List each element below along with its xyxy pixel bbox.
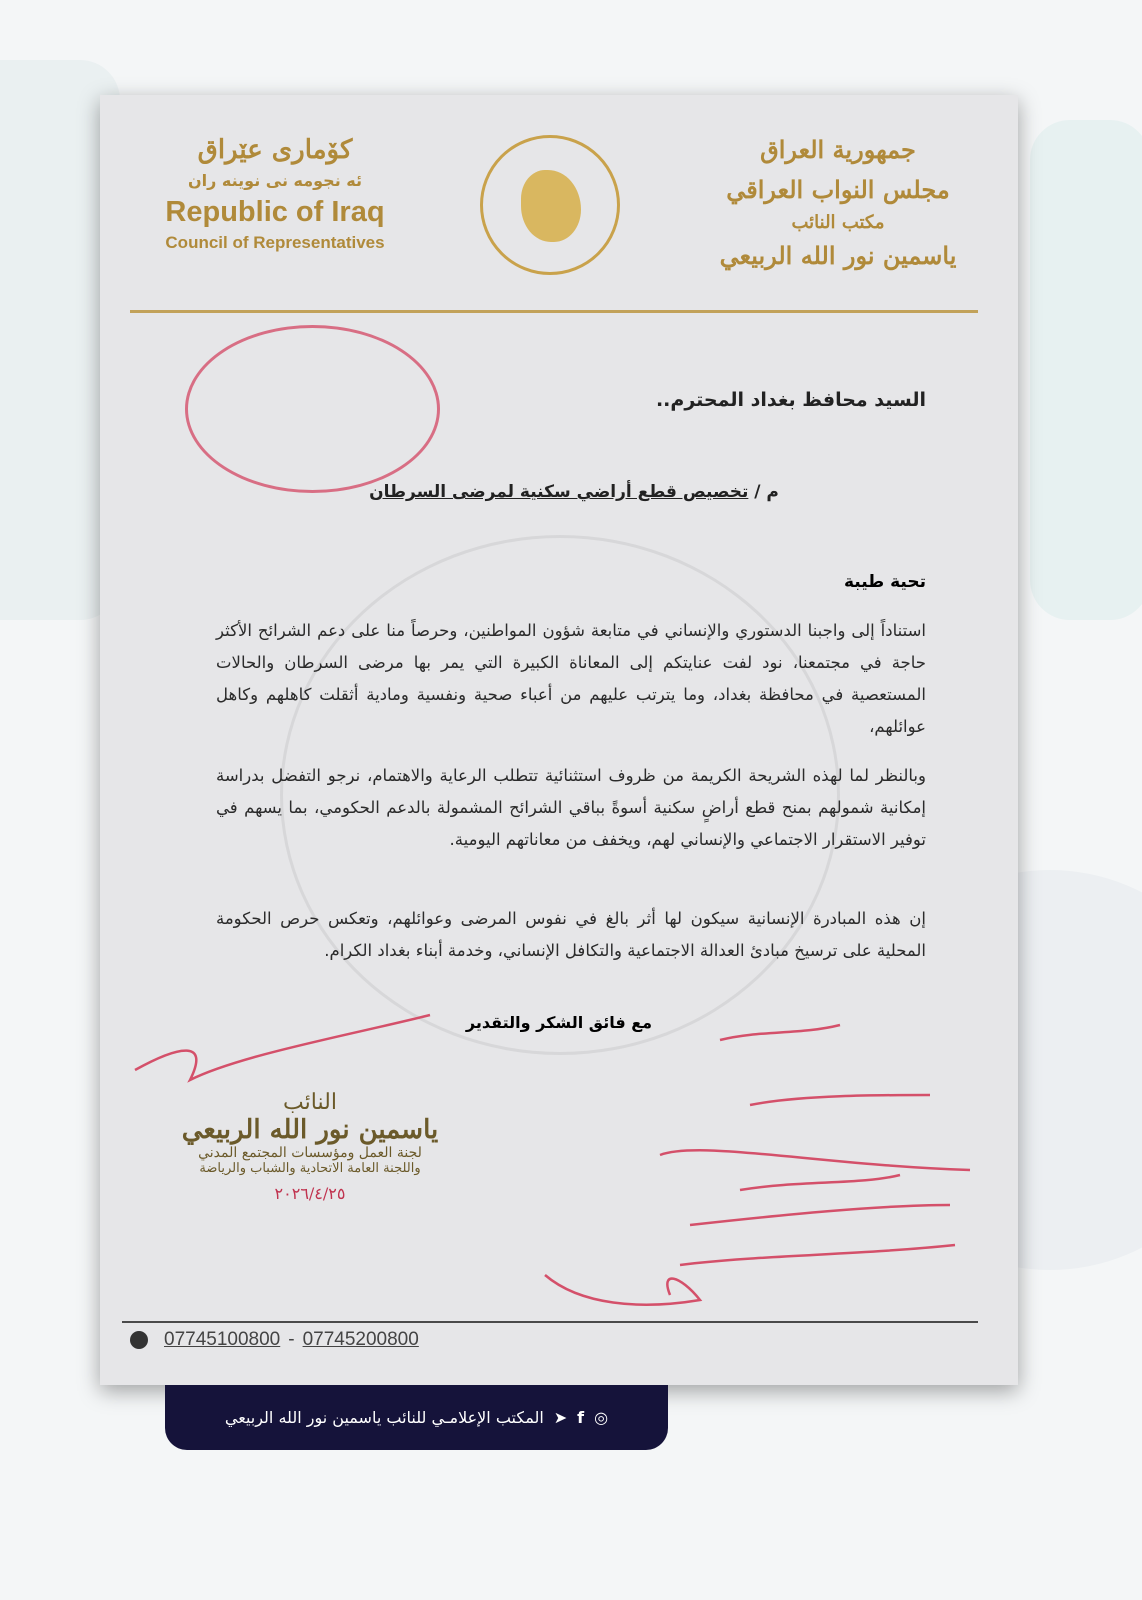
background-decoration — [1030, 120, 1142, 620]
paragraph-2: وبالنظر لما لهذه الشريحة الكريمة من ظروف استثنائية تتطلب الرعاية والاهتمام، نرجو التفضل بدراسة إمكانية شمولهم بمنح قطع أراضٍ سكنية أسوةً بباقي الشرائح المشمولة بالدعم الحكومي، بما يسهم في توفير الاستقرار الاجتماعي والإنساني لهم، ويخفف من معاناتهم اليومية. — [216, 766, 926, 849]
paragraph-3: إن هذه المبادرة الإنسانية سيكون لها أثر بالغ في نفوس المرضى وعوائلهم، وتعكس حرص الحكومة المحلية على ترسيخ مبادئ العدالة الاجتماعية والتكافل الإنساني، وخدمة أبناء بغداد الكرام. — [216, 909, 926, 960]
letterhead-republic: Republic of Iraq — [165, 196, 385, 228]
addressee: السيد محافظ بغداد المحترم.. — [655, 389, 926, 411]
facebook-icon[interactable]: f — [577, 1408, 585, 1427]
note-signature — [545, 1275, 700, 1305]
phone-number[interactable]: 07745200800 — [302, 1329, 419, 1350]
letterhead-line: مجلس النواب العراقي — [726, 175, 950, 204]
subject-text: تخصيص قطع أراضي سكنية لمرضى السرطان — [369, 482, 749, 502]
letterhead-line: مكتب النائب — [791, 212, 885, 233]
greeting: تحية طيبة — [843, 572, 926, 592]
note-stroke — [680, 1175, 955, 1265]
paragraph-1: استناداً إلى واجبنا الدستوري والإنساني في متابعة شؤون المواطنين، وحرصاً منا على دعم الشرائح الأكثر حاجة في مجتمعنا، نود لفت عنايتكم إلى المعاناة الكبيرة التي يمر بها مرضى السرطان والحالات المستعصية في محافظة بغداد، وما يترتب عليهم من أعباء صحية ونفسية ومادية أثقلت كاهلهم وكاهل عوائلهم، — [216, 621, 926, 736]
signature-date: ٢٠٢٦/٤/٢٥ — [274, 1184, 346, 1203]
phone-number[interactable]: 07745100800 — [164, 1329, 281, 1350]
signature-title: النائب — [283, 1090, 337, 1115]
iraq-map-icon — [521, 170, 581, 242]
closing: مع فائق الشكر والتقدير — [465, 1013, 653, 1032]
subject-line — [100, 482, 1018, 502]
office-stamp — [185, 325, 440, 493]
header-divider — [130, 310, 978, 313]
contact-phones — [130, 1329, 419, 1351]
footer-text: المكتب الإعلامـي للنائب ياسمين نور الله الربيعي — [224, 1408, 544, 1427]
signature-committee: واللجنة العامة الاتحادية والشباب والرياضة — [199, 1161, 421, 1176]
letterhead-english — [155, 135, 395, 253]
letterhead-kurdish: کۆماری عێراق — [197, 135, 353, 165]
letterhead-arabic — [718, 130, 958, 276]
footer-divider — [122, 1321, 978, 1323]
signature-block — [170, 1090, 450, 1203]
note-underline — [660, 1150, 970, 1170]
signature-name: ياسمين نور الله الربيعي — [181, 1115, 439, 1145]
media-office-footer — [165, 1385, 668, 1450]
telegram-icon[interactable]: ➤ — [553, 1408, 568, 1427]
signature-committee: لجنة العمل ومؤسسات المجتمع المدني — [198, 1145, 422, 1161]
phone-separator: - — [288, 1329, 295, 1350]
parliament-emblem — [480, 135, 620, 275]
letterhead-council: Council of Representatives — [165, 233, 385, 252]
letter-paper — [100, 95, 1018, 1385]
letterhead-kurdish2: ئه نجومه نی نوینه ران — [188, 171, 362, 190]
subject-prefix: م / — [754, 482, 779, 502]
phone-icon — [130, 1331, 148, 1349]
note-stroke — [720, 1025, 930, 1105]
instagram-icon[interactable]: ◎ — [594, 1408, 609, 1427]
letterhead-line: ياسمين نور الله الربيعي — [719, 241, 957, 270]
letterhead-line: جمهورية العراق — [760, 135, 916, 164]
